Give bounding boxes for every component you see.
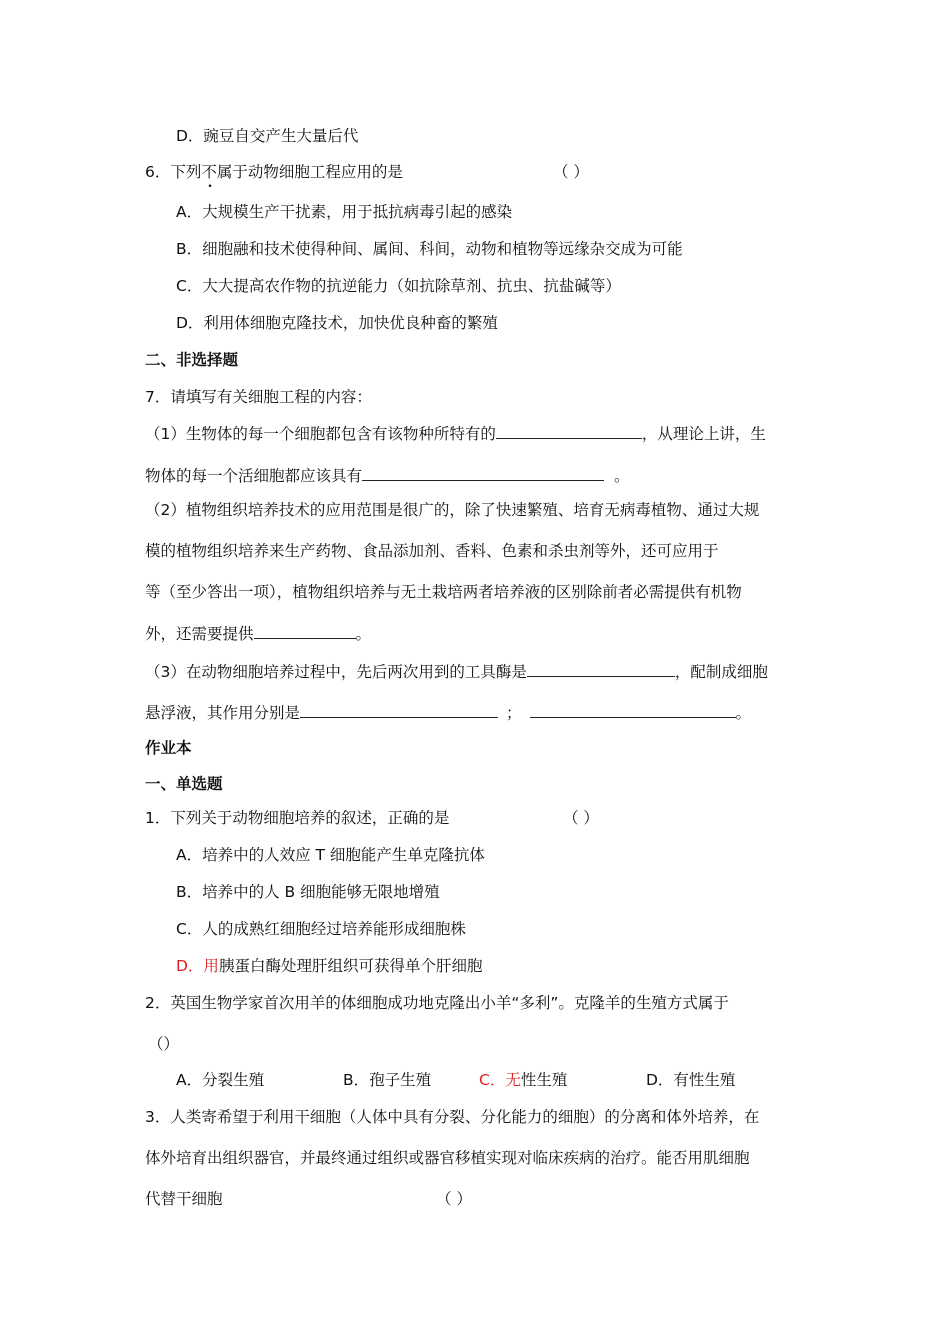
answer-blank[interactable] xyxy=(254,623,356,639)
q7-part2-line4: 外，还需要提供 。 xyxy=(145,625,372,643)
answer-mark: D．用 xyxy=(176,957,219,975)
h1-option-b: B．培养中的人 B 细胞能够无限地增殖 xyxy=(176,883,440,901)
h2-option-a: A．分裂生殖 xyxy=(176,1071,265,1089)
answer-blank[interactable] xyxy=(300,702,498,718)
section-non-choice: 二、非选择题 xyxy=(145,351,239,369)
q7-part2-line1: （2）植物组织培养技术的应用范围是很广的，除了快速繁殖、培育无病毒植物、通过大规 xyxy=(145,501,760,519)
h1-answer-paren: （ ） xyxy=(563,809,599,827)
q7-part3-line1: （3）在动物细胞培养过程中，先后两次用到的工具酶是 ，配制成细胞 xyxy=(145,663,768,681)
q7-stem: 7．请填写有关细胞工程的内容： xyxy=(145,388,372,406)
h2-option-c: C．无性生殖 xyxy=(479,1071,568,1089)
answer-mark: C．无 xyxy=(479,1071,521,1089)
answer-blank[interactable] xyxy=(527,661,675,677)
answer-blank[interactable] xyxy=(496,423,642,439)
q6-stem xyxy=(145,162,403,192)
h1-stem: 1．下列关于动物细胞培养的叙述，正确的是 xyxy=(145,809,450,827)
q5-option-d: D．豌豆自交产生大量后代 xyxy=(176,127,359,145)
answer-blank[interactable] xyxy=(530,702,736,718)
h1-option-c: C．人的成熟红细胞经过培养能形成细胞株 xyxy=(176,920,466,938)
h2-stem-line1: 2．英国生物学家首次用羊的体细胞成功地克隆出小羊“多利”。克隆羊的生殖方式属于 xyxy=(145,994,729,1012)
h3-answer-paren: （ ） xyxy=(436,1190,472,1208)
q6-option-d: D．利用体细胞克隆技术，加快优良种畜的繁殖 xyxy=(176,314,498,332)
q7-part2-line3: 等（至少答出一项），植物组织培养与无土栽培两者培养液的区别除前者必需提供有机物 xyxy=(145,583,742,601)
h1-option-a: A．培养中的人效应 T 细胞能产生单克隆抗体 xyxy=(176,846,485,864)
q6-option-c: C．大大提高农作物的抗逆能力（如抗除草剂、抗虫、抗盐碱等） xyxy=(176,277,621,295)
q7-part1-line2: 物体的每一个活细胞都应该具有 。 xyxy=(145,467,630,485)
q6-option-b: B．细胞融和技术使得种间、属间、科间，动物和植物等远缘杂交成为可能 xyxy=(176,240,683,258)
h3-stem-line3: 代替干细胞 xyxy=(145,1190,223,1208)
h2-answer-paren: （） xyxy=(148,1035,180,1053)
emphasis-dot: • xyxy=(207,182,213,192)
q6-stem-a: 6．下列 xyxy=(145,163,202,181)
h3-stem-line1: 3．人类寄希望于利用干细胞（人体中具有分裂、分化能力的细胞）的分离和体外培养，在 xyxy=(145,1108,760,1126)
q7-part1-line1: （1）生物体的每一个细胞都包含有该物种所特有的 ，从理论上讲，生 xyxy=(145,425,766,443)
q6-answer-paren: （ ） xyxy=(553,163,589,181)
q7-part2-line2: 模的植物组织培养来生产药物、食品添加剂、香料、色素和杀虫剂等外，还可应用于 xyxy=(145,542,719,560)
homework-heading: 作业本 xyxy=(145,739,192,757)
q6-option-a: A．大规模生产干扰素，用于抵抗病毒引起的感染 xyxy=(176,203,513,221)
q6-stem-b: 属于动物细胞工程应用的是 xyxy=(216,163,403,181)
h3-stem-line2: 体外培育出组织器官，并最终通过组织或器官移植实现对临床疾病的治疗。能否用肌细胞 xyxy=(145,1149,750,1167)
h1-option-d: D．用胰蛋白酶处理肝组织可获得单个肝细胞 xyxy=(176,957,483,975)
answer-blank[interactable] xyxy=(362,465,604,481)
section-single-choice: 一、单选题 xyxy=(145,775,223,793)
q7-part3-line2: 悬浮液，其作用分别是 ； 。 xyxy=(145,704,752,722)
h2-option-b: B．孢子生殖 xyxy=(343,1071,432,1089)
h2-option-d: D．有性生殖 xyxy=(646,1071,736,1089)
q6-not-emphasis: 不 • xyxy=(201,163,217,181)
